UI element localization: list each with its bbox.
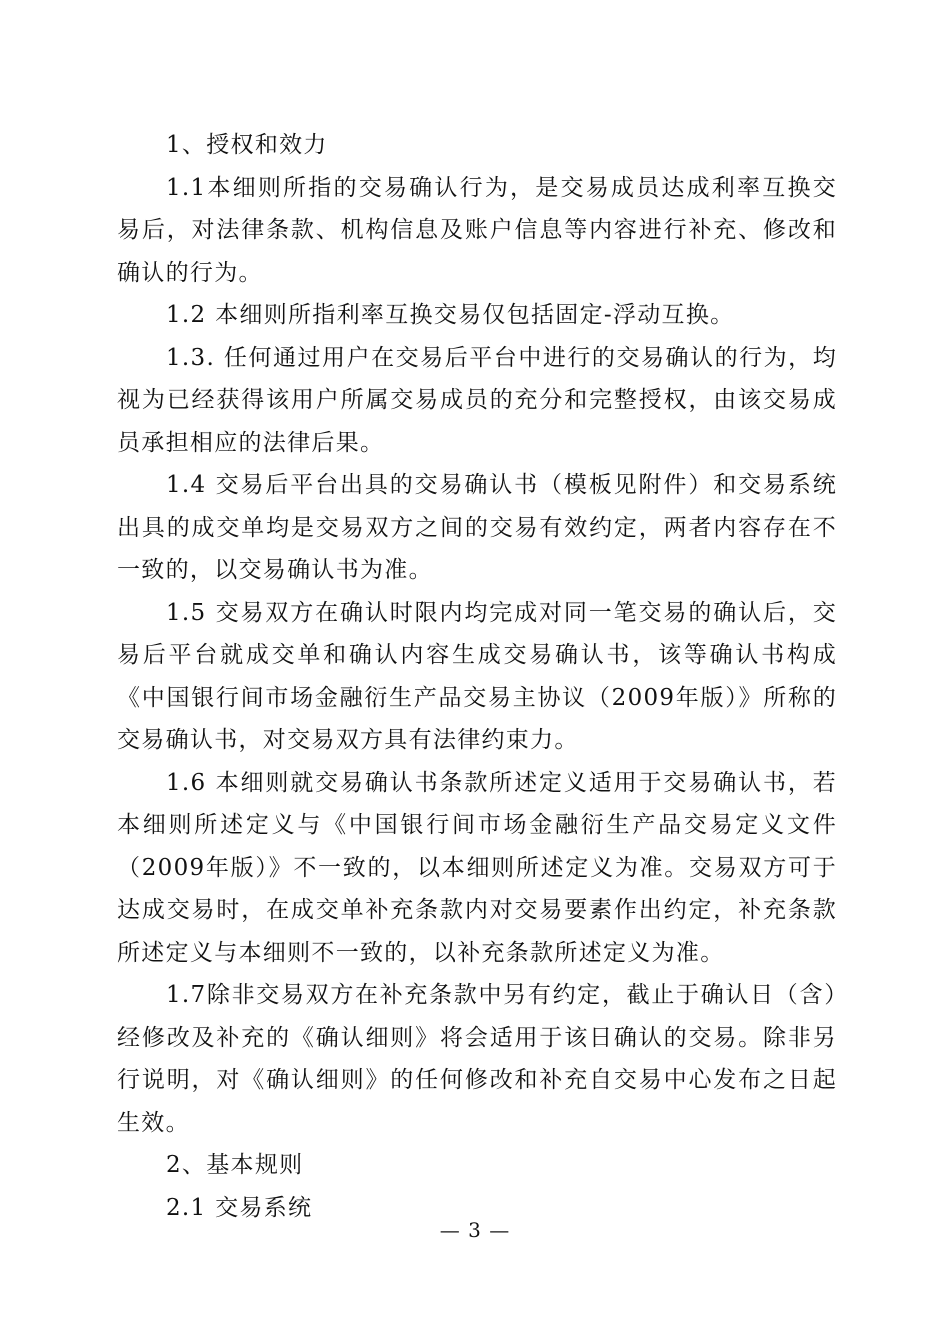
paragraph-1-5: 1.5 交易双方在确认时限内均完成对同一笔交易的确认后，交易后平台就成交单和确认内容生成交易确认书，该等确认书构成《中国银行间市场金融衍生产品交易主协议（2009年版）》所称的交易确认书，对交易双方具有法律约束力。 [117, 599, 837, 753]
subsection-heading-2-1: 2.1 交易系统 [166, 1194, 313, 1221]
section-heading-2: 2、基本规则 [166, 1152, 304, 1178]
paragraph-1-6: 1.6 本细则就交易确认书条款所述定义适用于交易确认书，若本细则所述定义与《中国银行间市场金融衍生产品交易定义文件（2009年版）》不一致的，以本细则所述定义为准。交易双方可于达成交易时，在成交单补充条款内对交易要素作出约定，补充条款所述定义与本细则不一致的，以补充条款所述定义为准。 [117, 769, 837, 966]
paragraph-1-7: 1.7除非交易双方在补充条款中另有约定，截止于确认日（含）经修改及补充的《确认细则》将会适用于该日确认的交易。除非另行说明，对《确认细则》的任何修改和补充自交易中心发布之日起生效。 [117, 982, 837, 1136]
paragraph-1-1: 1.1本细则所指的交易确认行为，是交易成员达成利率互换交易后，对法律条款、机构信息及账户信息等内容进行补充、修改和确认的行为。 [117, 174, 837, 286]
paragraph-1-2: 1.2 本细则所指利率互换交易仅包括固定-浮动互换。 [166, 302, 735, 328]
page-number: — 3 — [439, 1218, 511, 1242]
document-body [117, 124, 837, 1229]
section-heading-1: 1、授权和效力 [166, 132, 328, 158]
paragraph-1-3: 1.3. 任何通过用户在交易后平台中进行的交易确认的行为，均视为已经获得该用户所属交易成员的充分和完整授权，由该交易成员承担相应的法律后果。 [117, 344, 837, 456]
paragraph-1-4: 1.4 交易后平台出具的交易确认书（模板见附件）和交易系统出具的成交单均是交易双方之间的交易有效约定，两者内容存在不一致的，以交易确认书为准。 [117, 472, 837, 583]
